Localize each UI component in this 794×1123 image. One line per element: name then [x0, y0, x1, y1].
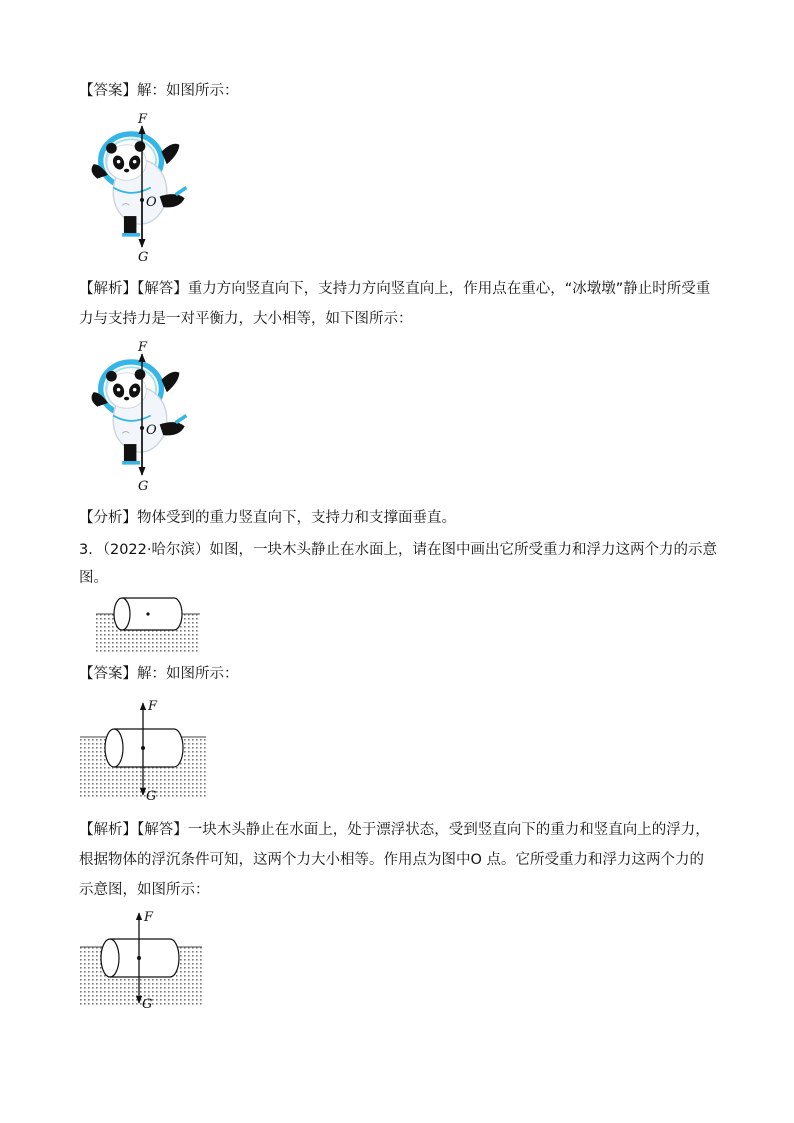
label-g: G [138, 250, 149, 265]
q3-analysis-line-1 [79, 819, 719, 841]
fenxi-text: 物体受到的重力竖直向下，支持力和支撑面垂直。 [137, 510, 456, 526]
log-answer-figure-2 [76, 907, 206, 1011]
panda-force-figure-1 [78, 110, 208, 265]
q2-analysis-line-2: 力与支持力是一对平衡力，大小相等，如下图所示： [79, 311, 413, 327]
label-f: F [144, 910, 154, 925]
answer-tag: 【答案】 [79, 666, 137, 682]
analysis-tag: 【解析】【解答】 [79, 822, 188, 838]
log-end [114, 598, 130, 630]
log-answer-figure-1 [76, 695, 210, 805]
center-point [140, 198, 144, 202]
q3-stem-line-2: 图。 [79, 570, 108, 586]
log-question-figure [92, 594, 204, 658]
log-center-point [146, 612, 149, 615]
q3-analysis-line-2: 根据物体的浮沉条件可知，这两个力大小相等。作用点为图中O 点。它所受重力和浮力这两个力的 [79, 852, 705, 868]
answer-text: 解：如图所示： [137, 83, 239, 99]
label-g: G [138, 479, 149, 493]
label-f: F [148, 699, 158, 714]
analysis-tag: 【解析】【解答】 [79, 281, 188, 297]
center-point [137, 956, 141, 960]
q3-stem-line-1: 3．（2022·哈尔滨）如图，一块木头静止在水面上，请在图中画出它所受重力和浮力这两个力的示意 [79, 542, 717, 558]
center-point [140, 426, 144, 430]
bing-dwen-dwen-image [92, 362, 187, 465]
bing-dwen-dwen-image [92, 134, 187, 237]
q3-answer-line [79, 663, 719, 685]
label-f: F [138, 112, 148, 127]
label-o: O [146, 423, 157, 438]
log-body [122, 598, 182, 630]
analysis-text: 一块木头静止在水面上，处于漂浮状态，受到竖直向下的重力和竖直向上的浮力， [187, 822, 710, 838]
log-end [105, 729, 123, 767]
label-o: O [146, 195, 157, 210]
log-body [110, 939, 179, 977]
q2-analysis-line-1 [79, 278, 719, 300]
log-end [101, 939, 119, 977]
label-f: F [138, 340, 148, 355]
q3-analysis-line-3: 示意图，如图所示： [79, 882, 210, 898]
q2-fenxi-line [79, 507, 719, 529]
log-body [114, 729, 183, 767]
answer-tag: 【答案】 [79, 83, 137, 99]
analysis-text: 重力方向竖直向下，支持力方向竖直向上，作用点在重心，“冰墩墩”静止时所受重 [187, 281, 711, 297]
center-point [141, 746, 145, 750]
panda-force-figure-2 [78, 338, 208, 493]
label-g: G [142, 997, 153, 1011]
q2-answer-line [79, 80, 719, 102]
fenxi-tag: 【分析】 [79, 510, 137, 526]
answer-text: 解：如图所示： [137, 666, 239, 682]
label-g: G [146, 789, 157, 804]
